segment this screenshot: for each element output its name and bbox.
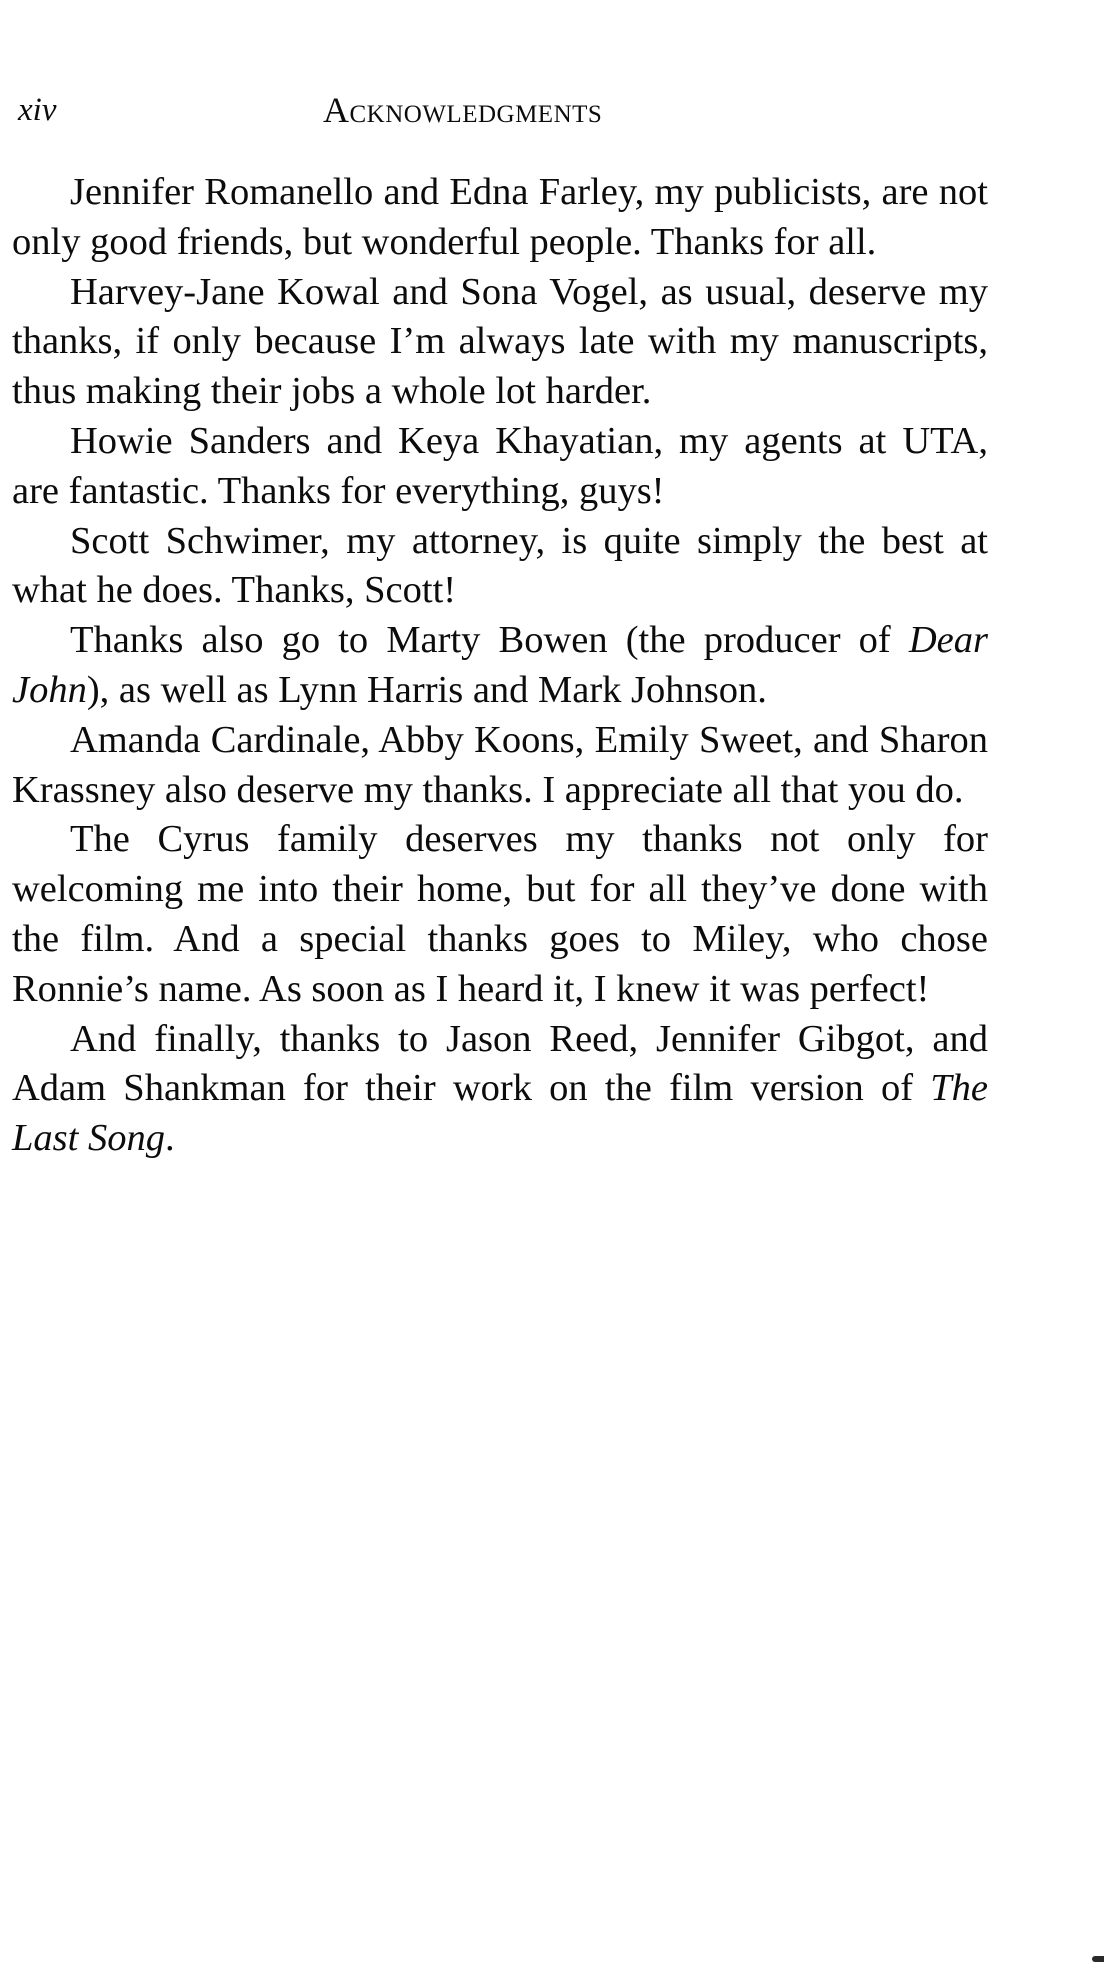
paragraph-editors: Harvey-Jane Kowal and Sona Vogel, as usual, deserve my thanks, if only because I’m always late with my manuscripts, thus making their jobs a whole lot harder. bbox=[12, 270, 988, 413]
paragraph-staff: Amanda Cardinale, Abby Koons, Emily Sweet, and Sharon Krassney also deserve my thanks. I appreciate all that you do. bbox=[12, 718, 988, 811]
paragraph-film-team bbox=[12, 1015, 988, 1164]
chapter-title: Acknowledgments bbox=[323, 90, 603, 130]
paragraph-text: ), as well as Lynn Harris and Mark Johnson. bbox=[86, 668, 767, 711]
paragraph-attorney: Scott Schwimer, my attorney, is quite simply the best at what he does. Thanks, Scott! bbox=[12, 519, 988, 612]
paragraph-text: . bbox=[164, 1117, 175, 1160]
running-head bbox=[18, 88, 988, 132]
paragraph-agents: Howie Sanders and Keya Khayatian, my agents at UTA, are fantastic. Thanks for everything, guys! bbox=[12, 419, 988, 512]
page-number: xiv bbox=[18, 92, 57, 128]
book-title: Dear John bbox=[12, 619, 988, 711]
paragraph-producer bbox=[12, 616, 988, 716]
paragraph-publicists: Jennifer Romanello and Edna Farley, my publicists, are not only good friends, but wonderful people. Thanks for all. bbox=[12, 171, 988, 263]
paragraph-cyrus-family: The Cyrus family deserves my thanks not only for welcoming me into their home, but for all they’ve done with the film. And a special thanks goes to Miley, who chose Ronnie’s name. As soon as I heard it, I knew it was perfect! bbox=[12, 818, 988, 1010]
paragraph-text: And finally, thanks to Jason Reed, Jennifer Gibgot, and Adam Shankman for their work on the film version of bbox=[12, 1017, 988, 1110]
body-text bbox=[12, 168, 988, 1164]
page-edge-mark bbox=[1092, 1956, 1104, 1962]
book-title: The Last Song bbox=[12, 1067, 988, 1160]
paragraph-text: Thanks also go to Marty Bowen (the producer of bbox=[70, 619, 909, 662]
